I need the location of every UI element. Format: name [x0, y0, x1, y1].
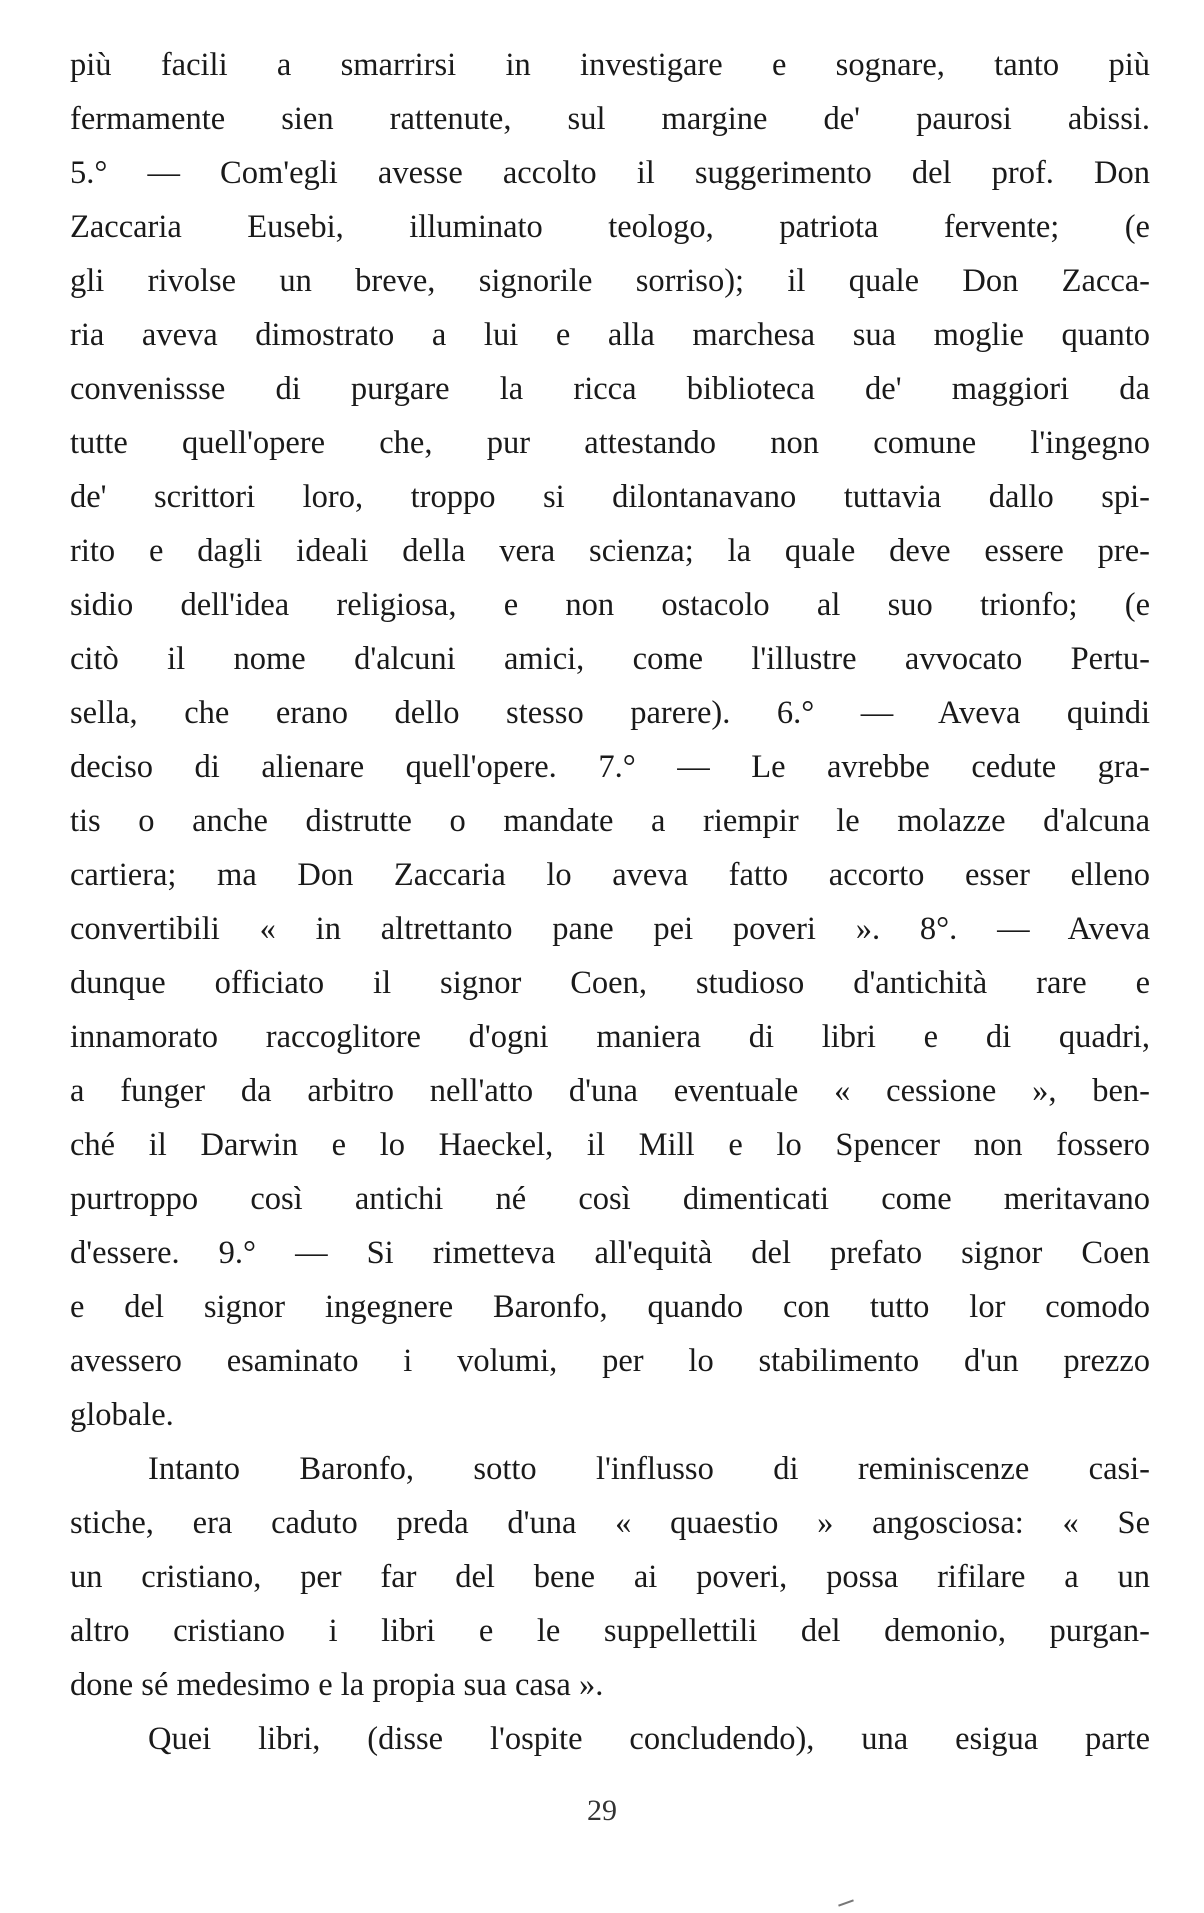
text-line: innamorato raccoglitore d'ogni maniera di libri e di quadri, — [70, 1019, 1150, 1055]
text-line: cartiera; ma Don Zaccaria lo aveva fatto accorto esser elleno — [70, 857, 1150, 893]
text-line: de' scrittori loro, troppo si dilontanavano tuttavia dallo spi- — [70, 479, 1150, 515]
ink-mark — [838, 1899, 854, 1906]
text-line: convenissse di purgare la ricca biblioteca de' maggiori da — [70, 371, 1150, 407]
text-line: globale. — [70, 1397, 174, 1433]
text-line: a funger da arbitro nell'atto d'una eventuale « cessione », ben- — [70, 1073, 1150, 1109]
text-line: Intanto Baronfo, sotto l'influsso di reminiscenze casi- — [148, 1451, 1150, 1487]
text-line: rito e dagli ideali della vera scienza; la quale deve essere pre- — [70, 533, 1150, 569]
text-line: deciso di alienare quell'opere. 7.° — Le avrebbe cedute gra- — [70, 749, 1150, 785]
text-line: altro cristiano i libri e le suppellettili del demonio, purgan- — [70, 1613, 1150, 1649]
text-line: tis o anche distrutte o mandate a riempir le molazze d'alcuna — [70, 803, 1150, 839]
text-line: tutte quell'opere che, pur attestando non comune l'ingegno — [70, 425, 1150, 461]
text-line: convertibili « in altrettanto pane pei poveri ». 8°. — Aveva — [70, 911, 1150, 947]
text-line: Zaccaria Eusebi, illuminato teologo, patriota fervente; (e — [70, 209, 1150, 245]
text-line: dunque officiato il signor Coen, studioso d'antichità rare e — [70, 965, 1150, 1001]
text-line: e del signor ingegnere Baronfo, quando con tutto lor comodo — [70, 1289, 1150, 1325]
text-line: fermamente sien rattenute, sul margine de' paurosi abissi. — [70, 101, 1150, 137]
text-line: 5.° — Com'egli avesse accolto il suggerimento del prof. Don — [70, 155, 1150, 191]
text-line: d'essere. 9.° — Si rimetteva all'equità del prefato signor Coen — [70, 1235, 1150, 1271]
text-line: done sé medesimo e la propia sua casa ». — [70, 1667, 604, 1703]
text-line: avessero esaminato i volumi, per lo stabilimento d'un prezzo — [70, 1343, 1150, 1379]
page-number: 29 — [587, 1794, 617, 1827]
text-line: ché il Darwin e lo Haeckel, il Mill e lo Spencer non fossero — [70, 1127, 1150, 1163]
text-line: sella, che erano dello stesso parere). 6.° — Aveva quindi — [70, 695, 1150, 731]
text-line: stiche, era caduto preda d'una « quaestio » angosciosa: « Se — [70, 1505, 1150, 1541]
text-line: citò il nome d'alcuni amici, come l'illustre avvocato Pertu- — [70, 641, 1150, 677]
text-line: un cristiano, per far del bene ai poveri, possa rifilare a un — [70, 1559, 1150, 1595]
text-line: ria aveva dimostrato a lui e alla marchesa sua moglie quanto — [70, 317, 1150, 353]
text-line: Quei libri, (disse l'ospite concludendo), una esigua parte — [148, 1721, 1150, 1757]
text-line: purtroppo così antichi né così dimenticati come meritavano — [70, 1181, 1150, 1217]
body-text — [70, 38, 1150, 1766]
text-line: gli rivolse un breve, signorile sorriso); il quale Don Zacca- — [70, 263, 1150, 299]
text-line: sidio dell'idea religiosa, e non ostacolo al suo trionfo; (e — [70, 587, 1150, 623]
text-line: più facili a smarrirsi in investigare e sognare, tanto più — [70, 47, 1150, 83]
